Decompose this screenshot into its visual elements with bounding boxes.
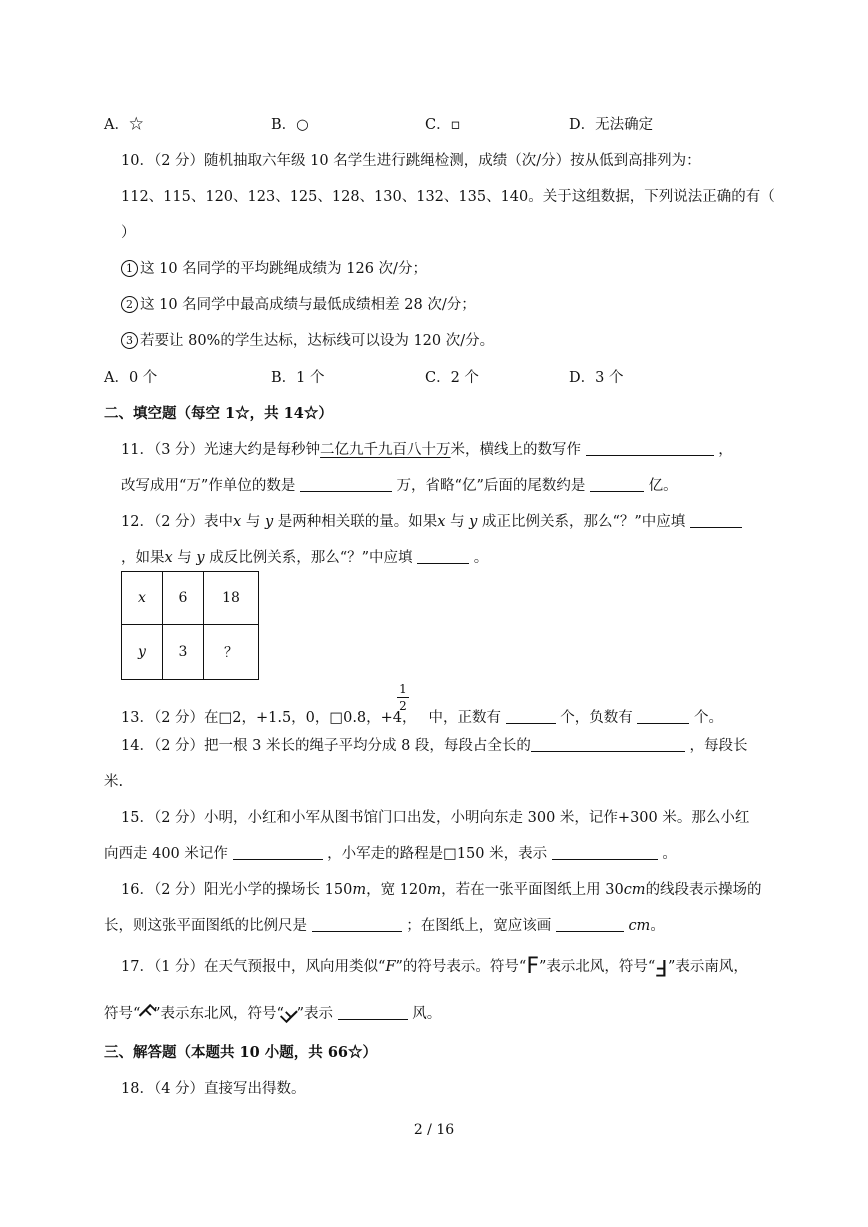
f-symbol-italic: F <box>385 959 396 975</box>
q13-line <box>121 706 723 727</box>
q11-text: 亿。 <box>648 478 678 494</box>
table-cell: 6 <box>163 572 204 625</box>
q16-text: 16．（2 分）阳光小学的操场长 150 <box>121 882 353 898</box>
answer-blank[interactable] <box>506 709 556 724</box>
circled-number: 3 <box>121 332 138 349</box>
q17-text: ”表示北风，符号“ <box>539 959 656 975</box>
q10-data: 112、115、120、123、125、128、130、132、135、140。关于这组数据，下列说法正确的有（ <box>121 189 775 205</box>
answer-blank[interactable] <box>637 709 689 724</box>
south-wind-symbol: F <box>655 954 668 979</box>
page-number: 2 / 16 <box>413 1122 455 1138</box>
q14-text: ，每段长 <box>689 738 748 754</box>
q10-close-paren: ） <box>121 225 136 241</box>
answer-blank[interactable] <box>233 845 323 860</box>
q9-option-b: B．○ <box>271 117 309 133</box>
q11-text: 11．（3 分）光速大约是每秒钟 <box>121 442 321 458</box>
answer-blank[interactable] <box>300 477 392 492</box>
q9-option-a: A．☆ <box>104 117 144 133</box>
statement-text: 若要让 80%的学生达标，达标线可以设为 120 次/分。 <box>140 333 495 349</box>
q15-text: 向西走 400 米记作 <box>104 846 228 862</box>
var-x: x <box>164 550 173 566</box>
q16-line-1 <box>121 878 762 899</box>
q16-text: 。 <box>650 918 665 934</box>
statement-text: 这 10 名同学中最高成绩与最低成绩相差 28 次/分； <box>140 297 476 313</box>
q17-text: ”表示 <box>296 1006 333 1022</box>
q12-text: 。 <box>473 550 489 566</box>
var-x: x <box>233 514 242 530</box>
answer-blank[interactable] <box>312 917 402 932</box>
q12-line-1 <box>121 510 742 531</box>
northeast-wind-symbol: F <box>133 1000 161 1027</box>
q10-option-b: B．1 个 <box>271 370 325 386</box>
q10-statement-1 <box>121 257 427 278</box>
unit-cm: cm <box>623 882 646 898</box>
table-row <box>122 572 259 625</box>
q11-underlined-number: 二亿九千九百八十万 <box>320 442 451 458</box>
q14-text: 14．（2 分）把一根 3 米长的绳子平均分成 8 段，每段占全长的 <box>121 738 531 754</box>
q15-text: 。 <box>662 846 677 862</box>
var-y: y <box>196 550 205 566</box>
q12-line-2 <box>121 546 488 567</box>
table-cell <box>122 625 163 680</box>
q13-text: 个，负数有 <box>560 710 633 726</box>
unit-cm: cm <box>628 918 651 934</box>
q16-text: ；在图纸上，宽应该画 <box>406 918 552 934</box>
answer-blank[interactable] <box>690 513 742 528</box>
q9-option-c: C．▫ <box>425 117 461 133</box>
q11-text: 改写成用“万”作单位的数是 <box>121 478 296 494</box>
cell-text: x <box>138 590 146 606</box>
q12-text: 与 <box>177 550 192 566</box>
fraction-denominator: 2 <box>399 699 407 713</box>
q16-text: 长，则这张平面图纸的比例尺是 <box>104 918 307 934</box>
section-3-heading: 三、解答题（本题共 10 小题，共 66☆） <box>104 1044 377 1061</box>
answer-blank[interactable] <box>338 1005 408 1020</box>
answer-blank[interactable] <box>586 441 714 456</box>
q16-text: ，宽 120 <box>366 882 428 898</box>
circled-number: 1 <box>121 260 138 277</box>
table-cell <box>122 572 163 625</box>
q17-text: 符号“ <box>104 1006 141 1022</box>
q11-text: 万，省略“亿”后面的尾数约是 <box>396 478 586 494</box>
q12-text: 与 <box>450 514 465 530</box>
q10-option-c: C．2 个 <box>425 370 479 386</box>
q11-line-2 <box>121 474 678 495</box>
q17-text: ”表示东北风，符号“ <box>153 1006 284 1022</box>
q10-statement-2 <box>121 293 476 314</box>
q18-line: 18．（4 分）直接写出得数。 <box>121 1081 306 1097</box>
q17-text: ”表示南风， <box>667 959 748 975</box>
q12-text: 是两种相关联的量。如果 <box>277 514 438 530</box>
answer-blank[interactable] <box>556 917 624 932</box>
statement-text: 这 10 名同学的平均跳绳成绩为 126 次/分； <box>140 261 427 277</box>
q15-line-1: 15．（2 分）小明，小红和小军从图书馆门口出发，小明向东走 300 米，记作+300 米。那么小红 <box>121 810 750 826</box>
xy-table <box>121 571 259 680</box>
unit-m: m <box>427 882 442 898</box>
answer-blank[interactable] <box>590 477 644 492</box>
q13-text: 个。 <box>693 710 723 726</box>
q10-option-a: A．0 个 <box>104 370 158 386</box>
table-cell: ？ <box>204 625 259 680</box>
q13-text: 中，正数有 <box>428 710 502 726</box>
q17-text: ”的符号表示。符号“ <box>395 959 527 975</box>
var-y: y <box>264 514 274 530</box>
q9-option-d: D．无法确定 <box>569 117 654 133</box>
unit-m: m <box>352 882 367 898</box>
q17-text: 风。 <box>412 1006 442 1022</box>
answer-blank[interactable] <box>531 737 685 752</box>
q12-text: 成反比例关系，那么“？”中应填 <box>209 550 413 566</box>
var-x: x <box>437 514 446 530</box>
q11-text: 米，横线上的数写作 <box>450 442 582 458</box>
q11-line-1 <box>121 438 733 459</box>
q16-text: 的线段表示操场的 <box>645 882 762 898</box>
q16-line-2 <box>104 914 665 935</box>
q14-line-1 <box>121 734 748 755</box>
answer-blank[interactable] <box>552 845 658 860</box>
q11-text: ， <box>718 442 733 458</box>
answer-blank[interactable] <box>417 549 469 564</box>
q10-statement-3 <box>121 329 494 350</box>
q17-text: 17．（1 分）在天气预报中，风向用类似“ <box>121 959 386 975</box>
section-2-heading: 二、填空题（每空 1☆，共 14☆） <box>104 405 333 422</box>
cell-text: y <box>138 644 146 660</box>
fraction-numerator: 1 <box>399 682 407 696</box>
q10-stem: 10．（2 分）随机抽取六年级 10 名学生进行跳绳检测，成绩（次/分）按从低到高排列为： <box>121 153 701 169</box>
q13-text: 13．（2 分）在□2，+1.5，0，□0.8，+4， <box>121 710 417 726</box>
table-cell: 18 <box>204 572 259 625</box>
q14-line-2: 米. <box>104 774 124 790</box>
north-wind-symbol: F <box>526 954 539 979</box>
q12-text: 12．（2 分）表中 <box>121 514 234 530</box>
q16-text: ，若在一张平面图纸上用 30 <box>441 882 624 898</box>
fraction-bar <box>397 697 409 698</box>
q17-line-1 <box>121 954 748 979</box>
q15-text: ，小军走的路程是□150 米，表示 <box>327 846 548 862</box>
q15-line-2 <box>104 842 677 863</box>
q12-text: ，如果 <box>121 550 165 566</box>
q12-text: 成正比例关系，那么“？”中应填 <box>481 514 686 530</box>
table-cell: 3 <box>163 625 204 680</box>
q10-option-d: D．3 个 <box>569 370 624 386</box>
table-row <box>122 625 259 680</box>
q17-line-2 <box>104 1001 441 1026</box>
circled-number: 2 <box>121 296 138 313</box>
unknown-wind-symbol: F <box>276 1000 304 1027</box>
var-y: y <box>469 514 478 530</box>
q12-text: 与 <box>245 514 261 530</box>
